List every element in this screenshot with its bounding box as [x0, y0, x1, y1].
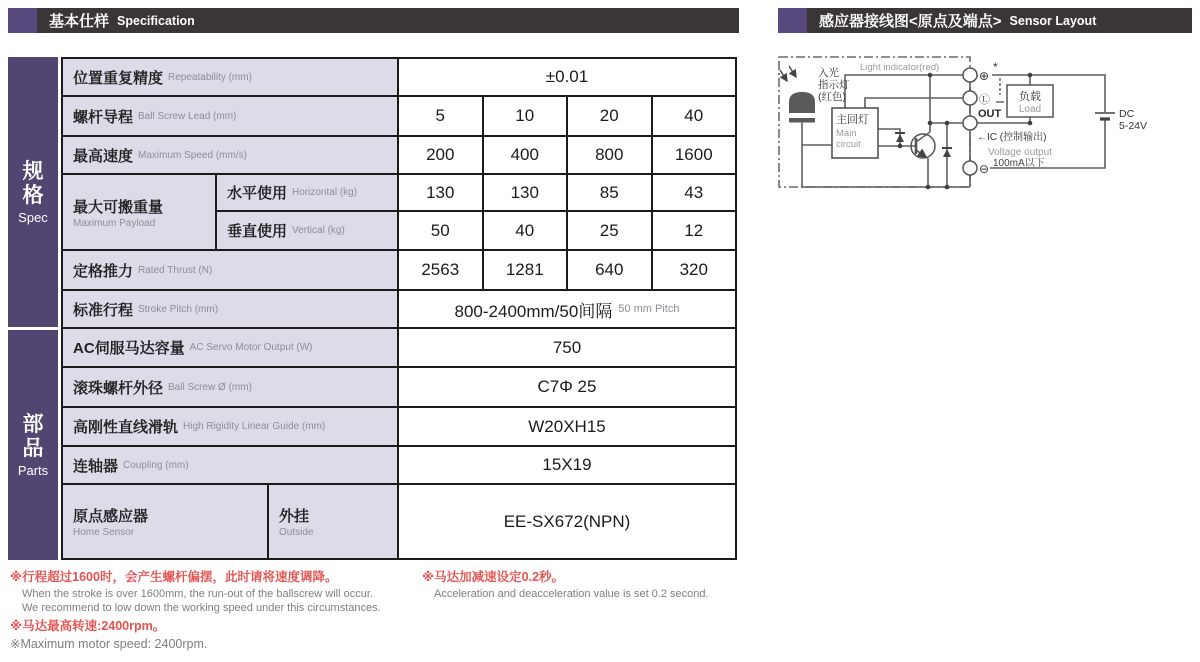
- label-zh: 定格推力: [73, 262, 134, 280]
- table-row: [63, 447, 735, 485]
- header-bar: [37, 8, 739, 33]
- cell-value: 40: [653, 97, 736, 135]
- footnotes-left: [10, 570, 381, 651]
- sensor-layout-title-en: Sensor Layout: [1009, 13, 1097, 28]
- cell-value: 640: [568, 251, 653, 289]
- cell-value: W20XH15: [399, 408, 735, 445]
- main-circuit-label-zh: 主回灯: [836, 114, 869, 126]
- sidebar-parts-en: Parts: [17, 462, 49, 478]
- row-label: [63, 291, 399, 327]
- sensor-layout-header: [778, 8, 1192, 33]
- row-label: [63, 251, 399, 289]
- zener-diode: [895, 133, 905, 142]
- asterisk-note: *: [993, 60, 998, 74]
- label-zh: 标准行程: [73, 301, 134, 319]
- label-zh: AC伺服马达容量: [73, 340, 185, 357]
- sidebar-parts-char: 品: [22, 436, 44, 460]
- header-bar: [807, 8, 1192, 33]
- cell-value: 85: [568, 175, 653, 210]
- sidebar-spec-char: 规: [22, 159, 44, 183]
- dc-label: DC: [1119, 108, 1135, 120]
- row-label: [63, 59, 399, 95]
- cell-value: 130: [484, 175, 569, 210]
- sensor-layout-title-zh: 感应器接线图<原点及端点>: [819, 13, 1002, 30]
- sensor-mount-label: [269, 485, 399, 558]
- payload-horizontal-row: [217, 175, 735, 212]
- cell-value: EE-SX672(NPN): [399, 485, 735, 558]
- sidebar-parts-char: 部: [22, 412, 44, 436]
- footnotes-right: [422, 570, 709, 601]
- footnote-gray: Acceleration and deacceleration value is set 0.2 second.: [434, 588, 709, 600]
- led-label-zh: (红色): [818, 91, 846, 103]
- zener-diode: [942, 148, 952, 157]
- cell-value: 1281: [484, 251, 569, 289]
- payload-vertical-row: [217, 212, 735, 249]
- cell-value: 12: [653, 212, 736, 249]
- out-terminal-label: OUT: [978, 108, 1002, 120]
- cell-value: 50: [399, 212, 484, 249]
- cell-value: 130: [399, 175, 484, 210]
- label-zh: 最大可搬重量: [73, 198, 164, 216]
- cell-value: 10: [484, 97, 569, 135]
- cell-value: 400: [484, 137, 569, 173]
- label-zh: 螺杆导程: [73, 108, 134, 126]
- label-en: High Rigidity Linear Guide (mm): [183, 421, 326, 432]
- label-en: Ball Screw Lead (mm): [138, 110, 237, 122]
- battery-icon: [1095, 113, 1115, 119]
- table-sidebar: [8, 57, 58, 560]
- sub-label: [217, 175, 399, 210]
- table-row: [63, 59, 735, 97]
- cell-value: 800: [568, 137, 653, 173]
- footnote-red: ※马达加减速设定0.2秒。: [422, 570, 565, 584]
- cell-value: 320: [653, 251, 736, 289]
- plus-terminal-label: ⊕: [979, 69, 990, 83]
- cell-value: [399, 291, 735, 327]
- sidebar-parts-group: [8, 330, 58, 560]
- label-en: Repeatability (mm): [168, 71, 252, 83]
- label-zh: 原点感应器: [73, 508, 149, 525]
- footnote-gray: ※Maximum motor speed: 2400rpm.: [10, 637, 208, 651]
- table-row-payload: [63, 175, 735, 251]
- incident-light-arrows: [780, 66, 796, 81]
- sidebar-spec-char: 格: [22, 183, 44, 207]
- header-accent-square: [778, 8, 807, 33]
- row-label: [63, 408, 399, 445]
- label-zh: 最高速度: [73, 147, 134, 165]
- sub-label: [217, 212, 399, 249]
- header-accent-square: [8, 8, 37, 33]
- cell-value: 40: [484, 212, 569, 249]
- led-label-zh: 指示灯: [818, 79, 850, 91]
- minus-terminal-label: ⊖: [979, 162, 990, 176]
- label-en: Coupling (mm): [123, 459, 189, 471]
- main-circuit-label-en: circuit: [836, 139, 861, 150]
- led-label-zh: 入光: [818, 67, 839, 79]
- cell-value: 25: [568, 212, 653, 249]
- label-en: Horizontal (kg): [292, 187, 358, 199]
- sensor-wiring-diagram: [775, 45, 1200, 240]
- cell-value: 1600: [653, 137, 736, 173]
- label-en: Ball Screw Ø (mm): [168, 381, 252, 393]
- led-indicator: [789, 92, 815, 123]
- label-en: Vertical (kg): [292, 225, 345, 237]
- footnote-red: ※行程超过1600时，会产生螺杆偏摆，此时请将速度调降。: [10, 570, 338, 584]
- row-label: [63, 447, 399, 483]
- label-zh: 水平使用: [227, 185, 288, 203]
- row-label: [63, 485, 269, 558]
- table-row: [63, 97, 735, 137]
- cell-value: 5: [399, 97, 484, 135]
- spec-table: [8, 57, 737, 560]
- cell-value: 15X19: [399, 447, 735, 483]
- main-circuit-label-en: Main: [836, 128, 857, 139]
- label-zh: 外挂: [279, 508, 310, 525]
- specification-title-en: Specification: [117, 13, 195, 28]
- current-limit-label: 100mA以下: [993, 158, 1045, 169]
- footnote-gray: We recommend to low down the working speed under this circumstances.: [22, 602, 381, 614]
- label-zh: 滚珠螺杆外径: [73, 379, 164, 397]
- table-row: [63, 329, 735, 368]
- table-row: [63, 137, 735, 175]
- row-label: [63, 137, 399, 173]
- table-row: [63, 251, 735, 291]
- label-en: Rated Thrust (N): [138, 264, 213, 276]
- ic-output-label: ←IC (控制输出): [977, 132, 1047, 143]
- sidebar-spec-en: Spec: [18, 209, 48, 225]
- label-en: Home Sensor: [73, 527, 135, 538]
- footnote-red: ※马达最高转速:2400rpm。: [10, 619, 166, 633]
- row-label: [63, 97, 399, 135]
- row-label: [63, 368, 399, 406]
- stroke-value: 800-2400mm/50间隔: [454, 301, 613, 321]
- label-zh: 连轴器: [73, 457, 119, 475]
- label-zh: 位置重复精度: [73, 69, 164, 87]
- cell-value: 200: [399, 137, 484, 173]
- table-row: [63, 368, 735, 408]
- spec-grid: [61, 57, 737, 560]
- dc-voltage-label: 5-24V: [1119, 120, 1148, 132]
- cell-value: 20: [568, 97, 653, 135]
- label-zh: 高刚性直线滑轨: [73, 419, 179, 436]
- table-row: [63, 291, 735, 329]
- table-row: [63, 408, 735, 447]
- specification-header: [8, 8, 739, 33]
- label-en: AC Servo Motor Output (W): [189, 342, 313, 353]
- sidebar-spec-group: [8, 57, 58, 327]
- table-row-sensor: [63, 485, 735, 558]
- cell-value: 750: [399, 329, 735, 366]
- label-en: Maximum Speed (mm/s): [138, 149, 247, 161]
- load-label-zh: 负载: [1019, 91, 1041, 103]
- stroke-value-note: 50 mm Pitch: [618, 303, 680, 315]
- specification-title-zh: 基本仕样: [49, 13, 110, 30]
- row-label: [63, 329, 399, 366]
- row-label: [63, 175, 217, 249]
- load-label-en: Load: [1018, 104, 1042, 115]
- payload-subrows: [217, 175, 735, 249]
- cell-value: 2563: [399, 251, 484, 289]
- label-en: Stroke Pitch (mm): [138, 303, 219, 315]
- cell-value: 43: [653, 175, 736, 210]
- label-zh: 垂直使用: [227, 223, 288, 241]
- footnote-gray: When the stroke is over 1600mm, the run-out of the ballscrew will occur.: [22, 588, 373, 600]
- cell-value: ±0.01: [399, 59, 735, 95]
- l-terminal-label: Ⓛ: [979, 94, 990, 106]
- label-en: Outside: [279, 527, 314, 538]
- wiring-diagram-svg: [775, 45, 1200, 240]
- light-indicator-label: Light indicator(red): [860, 62, 940, 73]
- voltage-output-label: Voltage output: [988, 147, 1052, 158]
- cell-value: C7Φ 25: [399, 368, 735, 406]
- label-en: Maximum Payload: [73, 217, 156, 229]
